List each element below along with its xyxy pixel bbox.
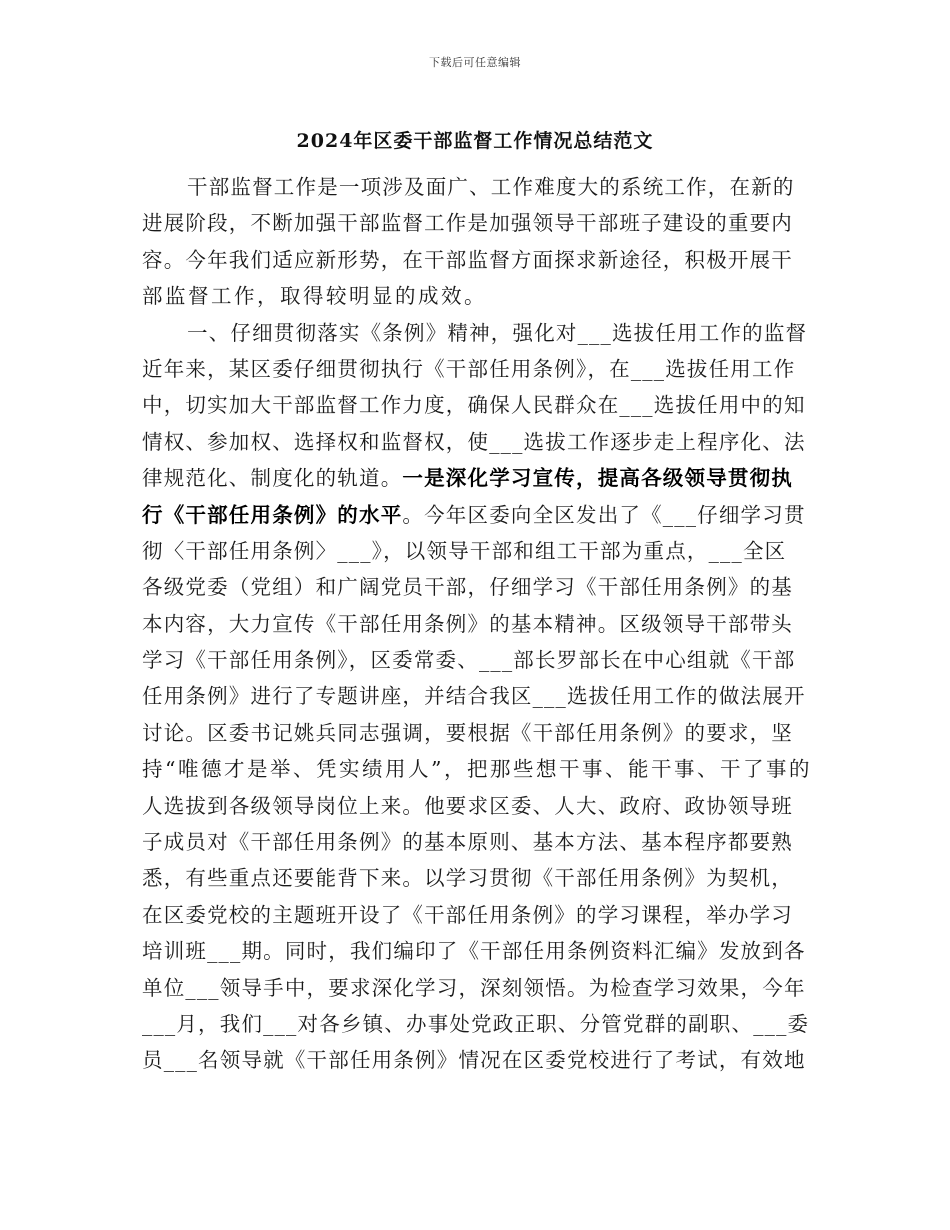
text-segment: 近年来，某区委仔细贯彻执行《干部任用条例》，在___选拔任用工作	[142, 356, 796, 381]
text-segment: 人选拔到各级领导岗位上来。他要求区委、人大、政府、政协领导班	[142, 793, 793, 818]
body-line	[142, 1006, 814, 1042]
body-line	[142, 897, 814, 933]
body-line	[142, 315, 814, 351]
body-line	[142, 205, 814, 241]
text-segment: 。今年区委向全区发出了《___仔细学习贯	[402, 502, 806, 527]
body-line	[142, 860, 814, 896]
body-line	[142, 242, 814, 278]
text-segment: 律规范化、制度化的轨道。	[142, 466, 403, 491]
body-line	[142, 642, 814, 678]
text-segment: 员___名领导就《干部任用条例》情况在区委党校进行了考试，有效地	[142, 1048, 806, 1073]
body-line	[142, 533, 814, 569]
text-segment: 悉，有些重点还要能背下来。以学习贯彻《干部任用条例》为契机，	[142, 866, 793, 891]
text-segment: 学习《干部任用条例》，区委常委、___部长罗部长在中心组就《干部	[142, 648, 796, 673]
body-line	[142, 169, 814, 205]
body-line	[142, 678, 814, 714]
body-line	[142, 715, 814, 751]
body-line	[142, 970, 814, 1006]
text-segment: 情权、参加权、选择权和监督权，使___选拔工作逐步走上程序化、法	[142, 429, 806, 454]
body-line	[142, 569, 814, 605]
text-segment: ___月，我们___对各乡镇、办事处党政正职、分管党群的副职、___委	[142, 1011, 810, 1036]
header-note: 下载后可任意编辑	[429, 56, 521, 69]
body-line	[142, 606, 814, 642]
text-segment: 进展阶段，不断加强干部监督工作是加强领导干部班子建设的重要内	[142, 211, 793, 236]
text-segment: 部监督工作，取得较明显的成效。	[142, 284, 487, 309]
body-line	[142, 751, 814, 787]
body-line	[142, 497, 814, 533]
body-line	[142, 1042, 814, 1078]
document-title: 2024年区委干部监督工作情况总结范文	[296, 130, 654, 152]
body-line	[142, 788, 814, 824]
text-segment: 本内容，大力宣传《干部任用条例》的基本精神。区级领导干部带头	[142, 611, 793, 636]
text-segment: 子成员对《干部任用条例》的基本原则、基本方法、基本程序都要熟	[142, 830, 793, 855]
bold-text-segment: 行《干部任用条例》的水平	[142, 502, 403, 527]
body-line	[142, 424, 814, 460]
text-segment: 各级党委（党组）和广阔党员干部，仔细学习《干部任用条例》的基	[142, 575, 793, 600]
text-segment: 容。今年我们适应新形势，在干部监督方面探求新途径，积极开展干	[142, 247, 793, 272]
bold-text-segment: 一是深化学习宣传，提高各级领导贯彻执	[402, 466, 794, 491]
document-body	[142, 169, 814, 1079]
body-line	[142, 824, 814, 860]
text-segment: 任用条例》进行了专题讲座，并结合我区___选拔任用工作的做法展开	[142, 684, 806, 709]
text-segment: 干部监督工作是一项涉及面广、工作难度大的系统工作，在新的	[187, 175, 795, 199]
text-segment: 彻〈干部任用条例〉___》，以领导干部和组工干部为重点，___全区	[142, 538, 787, 563]
body-line	[142, 387, 814, 423]
text-segment: 讨论。区委书记姚兵同志强调，要根据《干部任用条例》的要求，坚	[142, 720, 793, 745]
body-line	[142, 351, 814, 387]
text-segment: 持“唯德才是举、凭实绩用人”，把那些想干事、能干事、干了事的	[142, 757, 812, 782]
text-segment: 中，切实加大干部监督工作力度，确保人民群众在___选拔任用中的知	[142, 393, 806, 418]
text-segment: 培训班___期。同时，我们编印了《干部任用条例资料汇编》发放到各	[142, 939, 806, 964]
body-line	[142, 278, 814, 314]
body-line	[142, 933, 814, 969]
text-segment: 在区委党校的主题班开设了《干部任用条例》的学习课程，举办学习	[142, 902, 793, 927]
text-segment: 一、仔细贯彻落实《条例》精神，强化对___选拔任用工作的监督	[187, 320, 808, 345]
text-segment: 单位___领导手中，要求深化学习，深刻领悟。为检查学习效果，今年	[142, 975, 806, 1000]
body-line	[142, 460, 814, 496]
